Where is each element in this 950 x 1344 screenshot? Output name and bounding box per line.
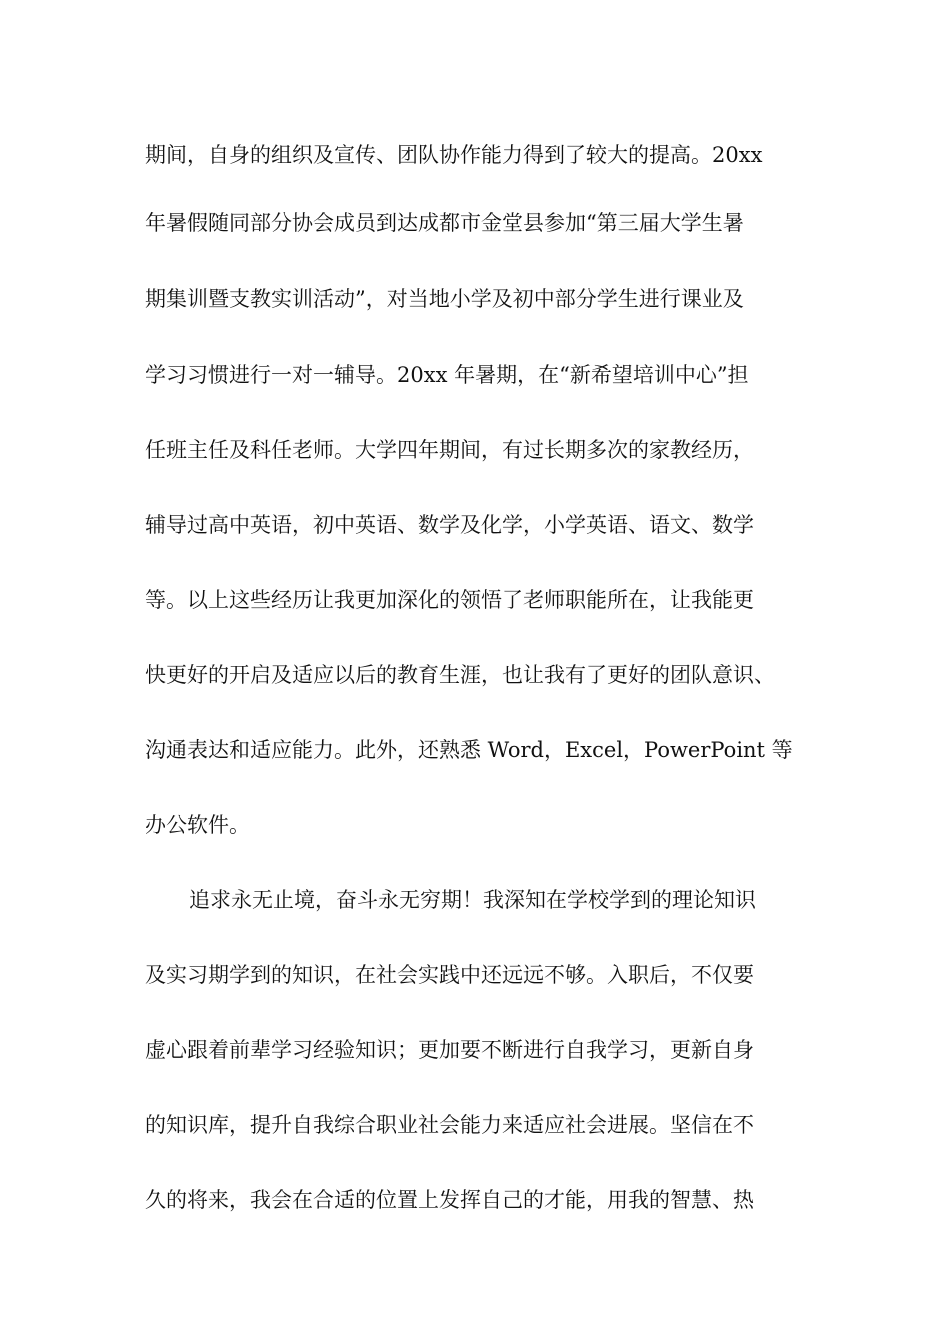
paragraph-1-line-7: 等。以上这些经历让我更加深化的领悟了老师职能所在，让我能更 <box>145 588 754 612</box>
paragraph-1-line-2: 年暑假随同部分协会成员到达成都市金堂县参加“第三届大学生暑 <box>145 211 744 235</box>
paragraph-2-line-2: 及实习期学到的知识，在社会实践中还远远不够。入职后，不仅要 <box>145 963 754 987</box>
paragraph-2-line-4: 的知识库，提升自我综合职业社会能力来适应社会进展。坚信在不 <box>145 1113 754 1137</box>
paragraph-1-line-10: 办公软件。 <box>145 813 250 837</box>
paragraph-1-line-9: 沟通表达和适应能力。此外，还熟悉 Word，Excel，PowerPoint 等 <box>145 738 793 762</box>
paragraph-2-line-3: 虚心跟着前辈学习经验知识；更加要不断进行自我学习，更新自身 <box>145 1038 754 1062</box>
paragraph-1-line-6: 辅导过高中英语，初中英语、数学及化学，小学英语、语文、数学 <box>145 513 754 537</box>
paragraph-1-line-4: 学习习惯进行一对一辅导。20xx 年暑期，在“新希望培训中心”担 <box>145 363 749 387</box>
paragraph-1-line-1: 期间，自身的组织及宣传、团队协作能力得到了较大的提高。20xx <box>145 143 763 167</box>
paragraph-1-line-8: 快更好的开启及适应以后的教育生涯，也让我有了更好的团队意识、 <box>145 663 775 687</box>
paragraph-1-line-3: 期集训暨支教实训活动”，对当地小学及初中部分学生进行课业及 <box>145 287 744 311</box>
paragraph-2-line-1: 追求永无止境，奋斗永无穷期！我深知在学校学到的理论知识 <box>189 888 756 912</box>
paragraph-1-line-5: 任班主任及科任老师。大学四年期间，有过长期多次的家教经历， <box>145 438 754 462</box>
paragraph-2-line-5: 久的将来，我会在合适的位置上发挥自己的才能，用我的智慧、热 <box>145 1188 754 1212</box>
